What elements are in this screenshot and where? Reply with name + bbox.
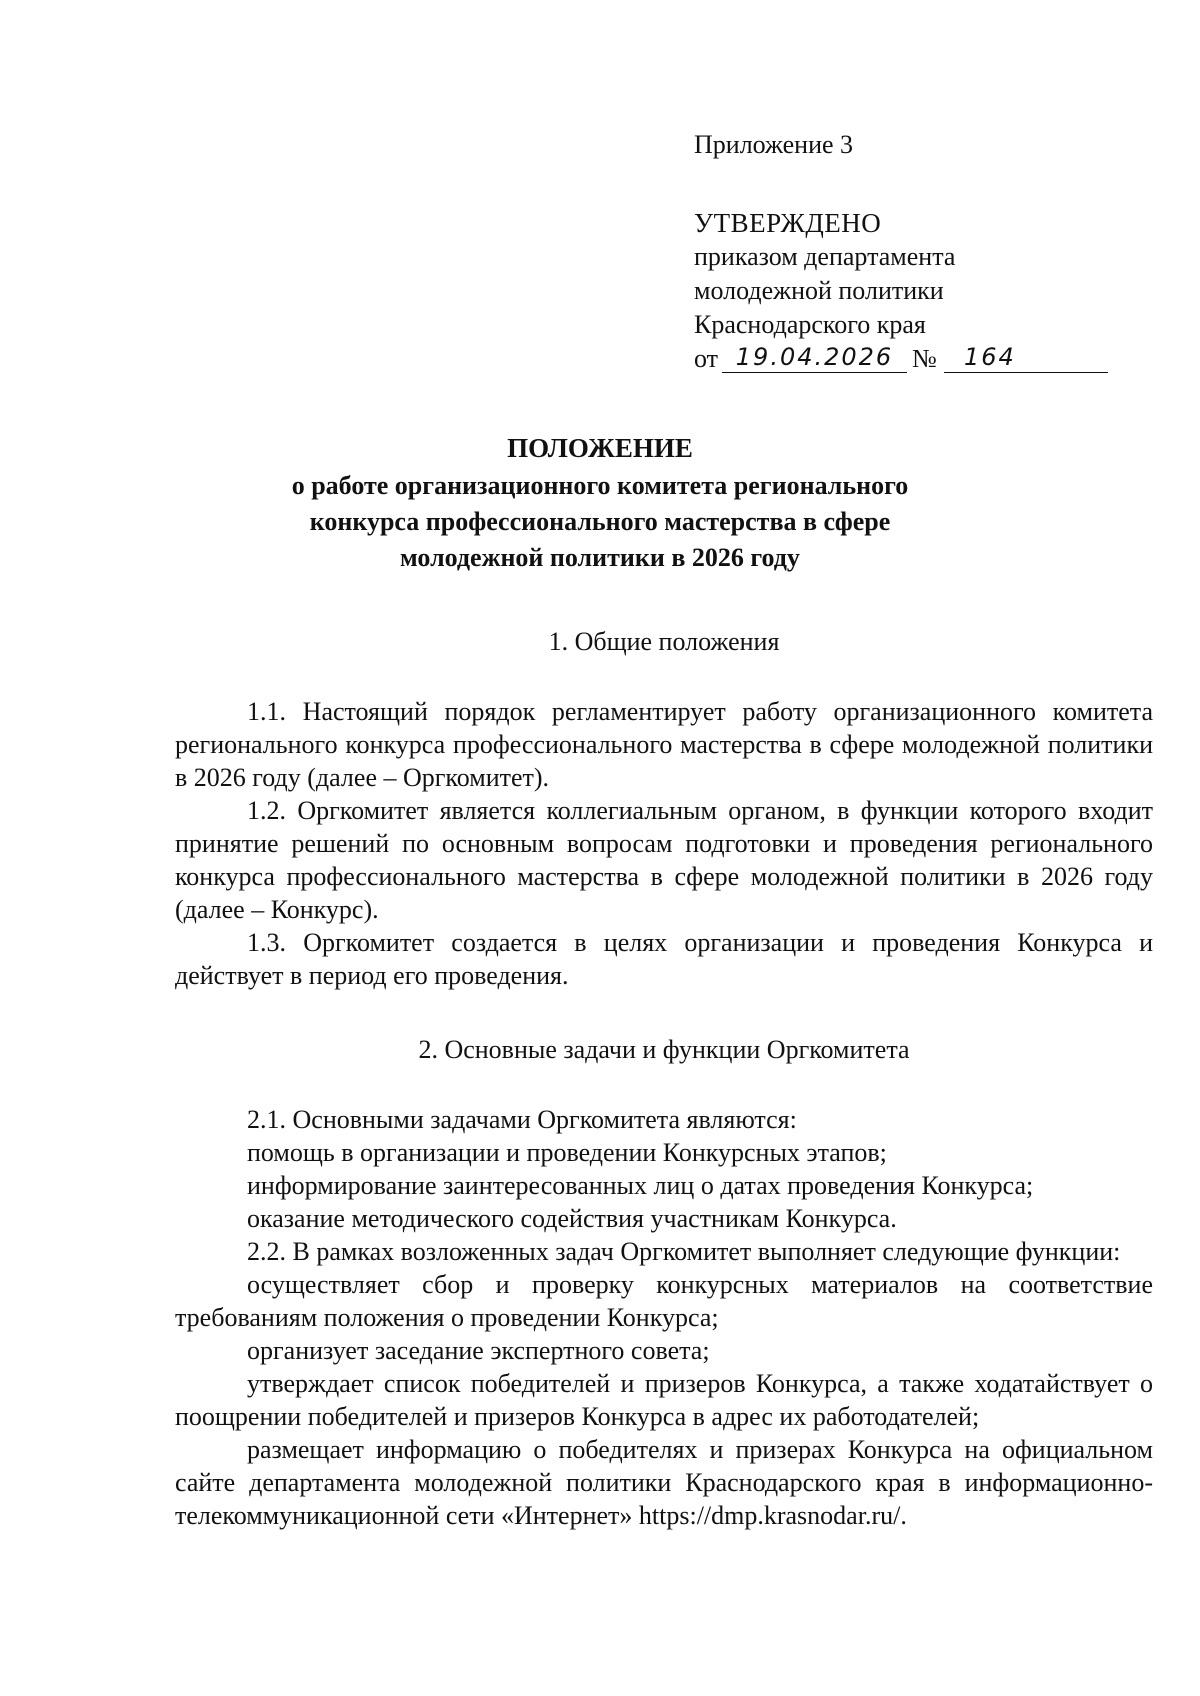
title-sub-line-3: молодежной политики в 2026 году xyxy=(400,543,800,572)
handwritten-number-text: 164 xyxy=(964,343,1016,371)
approval-line-1: приказом департамента xyxy=(694,242,956,271)
title-main: ПОЛОЖЕНИЕ xyxy=(507,433,693,463)
paragraph-1-3: 1.3. Оргкомитет создается в целях организации и проведения Конкурса и действует в период его проведения. xyxy=(175,928,1153,990)
approval-block xyxy=(694,128,1114,376)
section-2-heading: 2. Основные задачи и функции Оргкомитета xyxy=(418,1035,910,1064)
order-date-number-line xyxy=(694,342,1114,376)
function-item-1: осуществляет сбор и проверку конкурсных материалов на соответствие требованиям положения о проведении Конкурса; xyxy=(175,1270,1153,1332)
title-sub-line-1: о работе организационного комитета регионального xyxy=(291,471,909,500)
task-item-2: информирование заинтересованных лиц о датах проведения Конкурса; xyxy=(247,1171,1034,1200)
document-title xyxy=(0,430,1200,576)
section-1-heading: 1. Общие положения xyxy=(548,627,780,656)
function-item-3: утверждает список победителей и призеров Конкурса, а также ходатайствует о поощрении победителей и призеров Конкурса в адрес их работодателей; xyxy=(175,1369,1153,1431)
handwritten-number xyxy=(944,342,1108,373)
function-item-4: размещает информацию о победителях и призерах Конкурса на официальном сайте департамента молодежной политики Краснодарского края в информационно-телекоммуникационной сети «Интернет» https://dmp.krasnodar.ru/. xyxy=(175,1435,1153,1530)
paragraph-1-2: 1.2. Оргкомитет является коллегиальным органом, в функции которого входит принятие решений по основным вопросам подготовки и проведения регионального конкурса профессионального мастерства в сфере молодежной политики в 2026 году (далее – Конкурс). xyxy=(175,796,1153,924)
title-sub-line-2: конкурса профессионального мастерства в сфере xyxy=(309,507,891,536)
paragraph-2-2: 2.2. В рамках возложенных задач Оргкомитет выполняет следующие функции: xyxy=(247,1237,1121,1266)
approval-line-2: молодежной политики xyxy=(694,276,944,305)
appendix-label: Приложение 3 xyxy=(694,130,854,159)
number-prefix: № xyxy=(912,344,937,373)
function-item-2: организует заседание экспертного совета; xyxy=(247,1336,710,1365)
approved-stamp-text: УТВЕРЖДЕНО xyxy=(694,208,882,238)
document-body xyxy=(175,625,1153,1532)
paragraph-2-1: 2.1. Основными задачами Оргкомитета являются: xyxy=(247,1105,797,1134)
date-prefix: от xyxy=(694,344,719,373)
handwritten-date: 19.04.2026 xyxy=(722,342,907,373)
task-item-3: оказание методического содействия участникам Конкурса. xyxy=(247,1204,897,1233)
paragraph-1-1: 1.1. Настоящий порядок регламентирует работу организационного комитета регионального конкурса профессионального мастерства в сфере молодежной политики в 2026 году (далее – Оргкомитет). xyxy=(175,697,1153,792)
task-item-1: помощь в организации и проведении Конкурсных этапов; xyxy=(247,1138,887,1167)
approval-line-3: Краснодарского края xyxy=(694,310,926,339)
